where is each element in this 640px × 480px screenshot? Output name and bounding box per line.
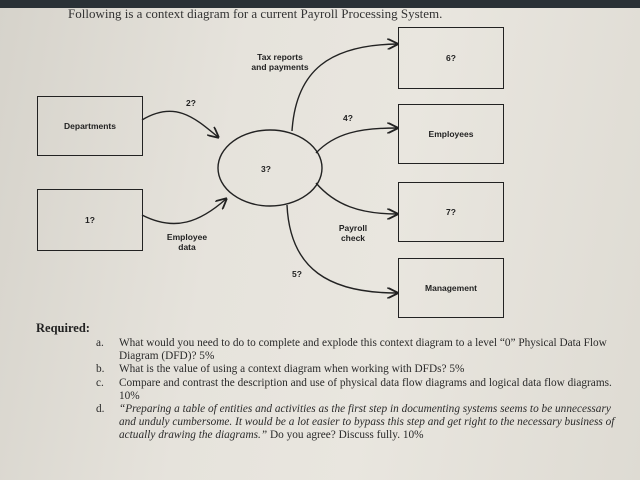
- seven-box: [398, 182, 504, 242]
- departments-label: Departments: [64, 121, 116, 131]
- management-label: Management: [425, 283, 477, 293]
- payroll-line1: Payroll: [338, 223, 368, 233]
- employees-box: [398, 104, 504, 164]
- flow-departments: [142, 111, 218, 137]
- flow-label-payroll: [331, 224, 375, 244]
- management-box: [398, 258, 504, 318]
- question-quote: “Preparing a table of entities and activities as the first step in documenting systems seems to be unnecessary and unduly cumbersome. It would be a lot easier to bypass this step and get right to the necessary business of actually drawing the diagrams.”: [119, 403, 615, 442]
- flow-employee-data: [142, 199, 226, 224]
- question-b: [96, 363, 616, 376]
- question-letter: b.: [96, 363, 105, 376]
- seven-label: 7?: [446, 207, 456, 217]
- question-d: [96, 403, 616, 443]
- question-list: [96, 337, 616, 443]
- tax-line1: Tax reports: [257, 52, 303, 62]
- intro-text: Following is a context diagram for a current Payroll Processing System.: [68, 6, 443, 21]
- flow-label-four: 4?: [343, 113, 353, 123]
- question-text: What is the value of using a context diagram when working with DFDs? 5%: [119, 363, 465, 376]
- question-letter: d.: [96, 403, 105, 416]
- required-heading: Required:: [36, 321, 90, 335]
- question-text: Do you agree? Discuss fully. 10%: [267, 429, 424, 442]
- question-letter: a.: [96, 337, 104, 349]
- flow-label-five: 5?: [292, 269, 302, 279]
- flow-label-tax: [240, 53, 320, 73]
- one-box: [37, 189, 143, 251]
- flow-seven: [316, 183, 397, 214]
- flow-employees: [316, 128, 397, 153]
- employee-data-line2: data: [178, 241, 196, 252]
- question-text: What would you need to do to complete and explode this context diagram to a level “0” Physical Data Flow Diagram (DFD)? 5%: [119, 337, 607, 363]
- flow-label-employee-data: [164, 233, 210, 253]
- payroll-line2: check: [340, 232, 366, 243]
- employees-label: Employees: [428, 129, 474, 139]
- question-a: [96, 337, 616, 363]
- one-label: 1?: [85, 215, 95, 225]
- employee-data-line1: Employee: [166, 232, 208, 242]
- flow-label-two: 2?: [186, 98, 196, 108]
- six-box: [398, 27, 504, 89]
- question-text: Compare and contrast the description and use of physical data flow diagrams and logical data flow diagrams. 10%: [119, 376, 612, 402]
- question-c: [96, 377, 616, 403]
- flow-management: [287, 205, 397, 293]
- tax-line2: and payments: [251, 61, 309, 72]
- departments-box: [37, 96, 143, 156]
- six-label: 6?: [446, 53, 456, 63]
- process-label: 3?: [261, 164, 271, 174]
- question-letter: c.: [96, 376, 104, 389]
- question-d-body: [119, 403, 616, 443]
